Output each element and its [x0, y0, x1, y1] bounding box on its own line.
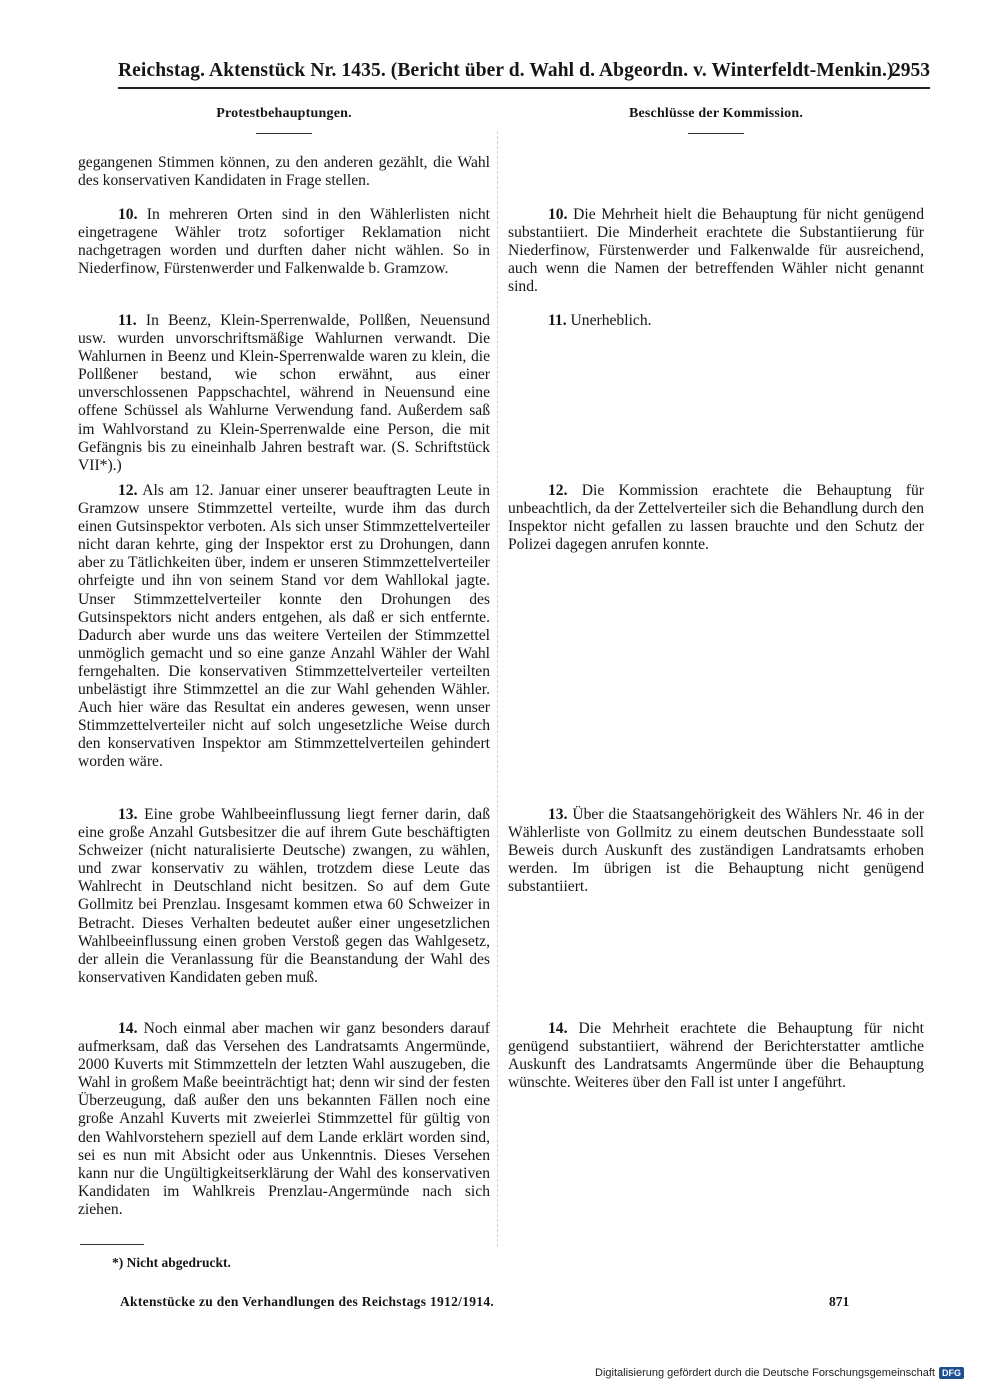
- decision-text: Unerheblich.: [570, 312, 652, 329]
- footnote: *) Nicht abgedruckt.: [112, 1255, 231, 1270]
- protest-11: [78, 312, 490, 475]
- protest-12: [78, 482, 490, 772]
- decision-number: 10.: [548, 206, 568, 223]
- protest-text: In mehreren Orten sind in den Wählerlisten nicht eingetragene Wähler trotz sofortiger Reklamation nicht nachgetragen worden und durften daher nicht wählen. So in Niederfinow, Fürstenwerder und Falkenwalde b. Gramzow.: [78, 206, 490, 278]
- credit-text: Digitalisierung gefördert durch die Deutsche Forschungsgemeinschaft: [595, 1367, 935, 1379]
- page-header: [118, 60, 930, 86]
- protest-text: Noch einmal aber machen wir ganz besonders darauf aufmerksam, daß das Versehen des Landratsamts Angermünde, 2000 Kuverts mit Stimmzetteln der letzten Wahl auszugeben, die Wahl in großem Maße beeinträchtigt hat; denn wir sind der festen Überzeugung, daß außer den uns bekannten Fällen noch eine große Anzahl Kuverts mit zweierlei Stimmzettel für gültig von den Wahlvorstehern speziell auf dem Lande erklärt worden sind, sei es nun mit Absicht oder aus Unkenntnis. Dieses Versehen kann nur die Ungültigkeitserklärung der Wahl des konservativen Kandidaten im Wahlkreis Prenzlau-Angermünde nach sich ziehen.: [78, 1020, 490, 1218]
- protest-14: [78, 1020, 490, 1219]
- protest-13: [78, 806, 490, 987]
- footnote-rule: [80, 1244, 144, 1245]
- decision-12: [508, 482, 924, 554]
- protest-text: Eine grobe Wahlbeeinflussung liegt ferner darin, daß eine große Anzahl Gutsbesitzer die auf ihrem Gute beschäftigten Schweizer (nicht naturalisierte Deutsche) zwangen, zu wählen, und zwar konservativ zu wählen, trotzdem diese Leute das Wahlrecht in Deutschland nicht besitzen. So auf dem Gute Gollmitz bei Prenzlau. Insgesamt kommen etwa 60 Schweizer in Betracht. Dieses Verhalten bedeutet außer einer ungesetzlichen Wahlbeeinflussung einen groben Verstoß gegen das Wahlgesetz, der allein die Veranlassung für die Beanstandung der Wahl des konservativen Kandidaten geben muß.: [78, 806, 491, 986]
- left-column-heading: Protestbehauptungen.: [216, 106, 352, 121]
- protest-number: 13.: [118, 806, 138, 823]
- column-divider: [497, 131, 498, 1247]
- decision-13: [508, 806, 924, 896]
- decision-text: Über die Staatsangehörigkeit des Wählers Nr. 46 in der Wählerliste von Gollmitz zu einem deutschen Bundesstaate soll Beweis durch Auskunft des zuständigen Landratsamts erhoben werden. Im übrigen ist die Behauptung nicht genügend substantiiert.: [508, 806, 924, 896]
- left-heading-rule: [256, 133, 312, 134]
- protest-number: 14.: [118, 1020, 138, 1037]
- protest-number: 11.: [118, 312, 137, 329]
- page-number: 2953: [891, 60, 930, 81]
- decision-number: 12.: [548, 482, 568, 499]
- header-rule: [118, 87, 930, 89]
- running-title: Reichstag. Aktenstück Nr. 1435. (Bericht über d. Wahl d. Abgeordn. v. Winterfeldt-Menkin.): [118, 60, 894, 81]
- decision-text: Die Mehrheit erachtete die Behauptung für nicht genügend substantiiert, während der Berichterstatter amtliche Auskunft des Landratsamts Angermünde über die Behauptung wünschte. Weiteres über den Fall ist unter I angeführt.: [508, 1020, 924, 1092]
- digitization-credit: [595, 1367, 964, 1379]
- decision-10: [508, 206, 924, 296]
- decision-text: Die Kommission erachtete die Behauptung für unbeachtlich, da der Zettelverteiler sich die Behandlung durch den Inspektor nicht gefallen zu lassen brauchte und den Schutz der Polizei dagegen anrufen konnte.: [508, 482, 924, 554]
- footer-source: Aktenstücke zu den Verhandlungen des Reichstags 1912/1914.: [120, 1294, 495, 1309]
- protest-10: [78, 206, 490, 278]
- decision-11: [508, 312, 924, 330]
- decision-text: Die Mehrheit hielt die Behauptung für nicht genügend substantiiert. Die Minderheit erachtete die Substantiierung für Niederfinow, Fürstenwerder und Falkenwalde für ausreichend, auch wenn die Namen der betreffenden Wähler nicht genannt sind.: [508, 206, 924, 296]
- protest-number: 12.: [118, 482, 138, 499]
- dfg-logo-icon: DFG: [939, 1367, 964, 1379]
- right-heading-rule: [688, 133, 744, 134]
- protest-text: Als am 12. Januar einer unserer beauftragten Leute in Gramzow unsere Stimmzettel verteilte, wurde ihm das durch einen Gutsinspektor verboten. Als sich unser Stimmzettelverteiler nicht daran kehrte, ging der Inspektor erst zu Drohungen, dann aber zu Tätlichkeiten über, indem er unseren Stimmzettelverteiler ohrfeigte und ihn von seinem Stand vor dem Wahllokal jagte. Unser Stimmzettelverteiler konnte den Drohungen des Gutsinspektors nicht anders entgehen, als daß er sich entfernte. Dadurch aber wurde uns das weitere Verteilen der Stimmzettel unmöglich gemacht und so eine ganze Anzahl Wähler der Wahl ferngehalten. Die konservativen Stimmzettelverteiler verteilten unbelästigt ihre Stimmzettel an die zur Wahl gehenden Wähler. Auch hier wäre das Resultat ein anderes gewesen, wenn unser Stimmzettelverteiler nicht auf solch ungesetzliche Weise durch den konservativen Inspektor am Stimmzettelverteilen gehindert worden wäre.: [78, 482, 490, 771]
- protest-text: In Beenz, Klein-Sperrenwalde, Pollßen, Neuensund usw. wurden unvorschriftsmäßige Wahlurnen verwandt. Die Wahlurnen in Beenz und Klein-Sperrenwalde waren zu klein, die Pollßener bestand, wie schon erwähnt, aus einer unverschlossenen Pappschachtel, während in Neuensund eine offene Schüssel als Wahlurne Verwendung fand. Außerdem saß im Wahlvorstand zu Klein-Sperrenwalde eine Person, die mit Gefängnis bis zu eineinhalb Jahren bestraft war. (S. Schriftstück VII*).): [78, 312, 490, 474]
- protest-intro: gegangenen Stimmen können, zu den anderen gezählt, die Wahl des konservativen Kandidaten in Frage stellen.: [78, 154, 490, 190]
- right-column-heading: Beschlüsse der Kommission.: [628, 106, 804, 121]
- footer-page-number: 871: [829, 1294, 850, 1309]
- decision-14: [508, 1020, 924, 1092]
- protest-number: 10.: [118, 206, 138, 223]
- decision-number: 11.: [548, 312, 567, 329]
- decision-number: 13.: [548, 806, 568, 823]
- decision-number: 14.: [548, 1020, 568, 1037]
